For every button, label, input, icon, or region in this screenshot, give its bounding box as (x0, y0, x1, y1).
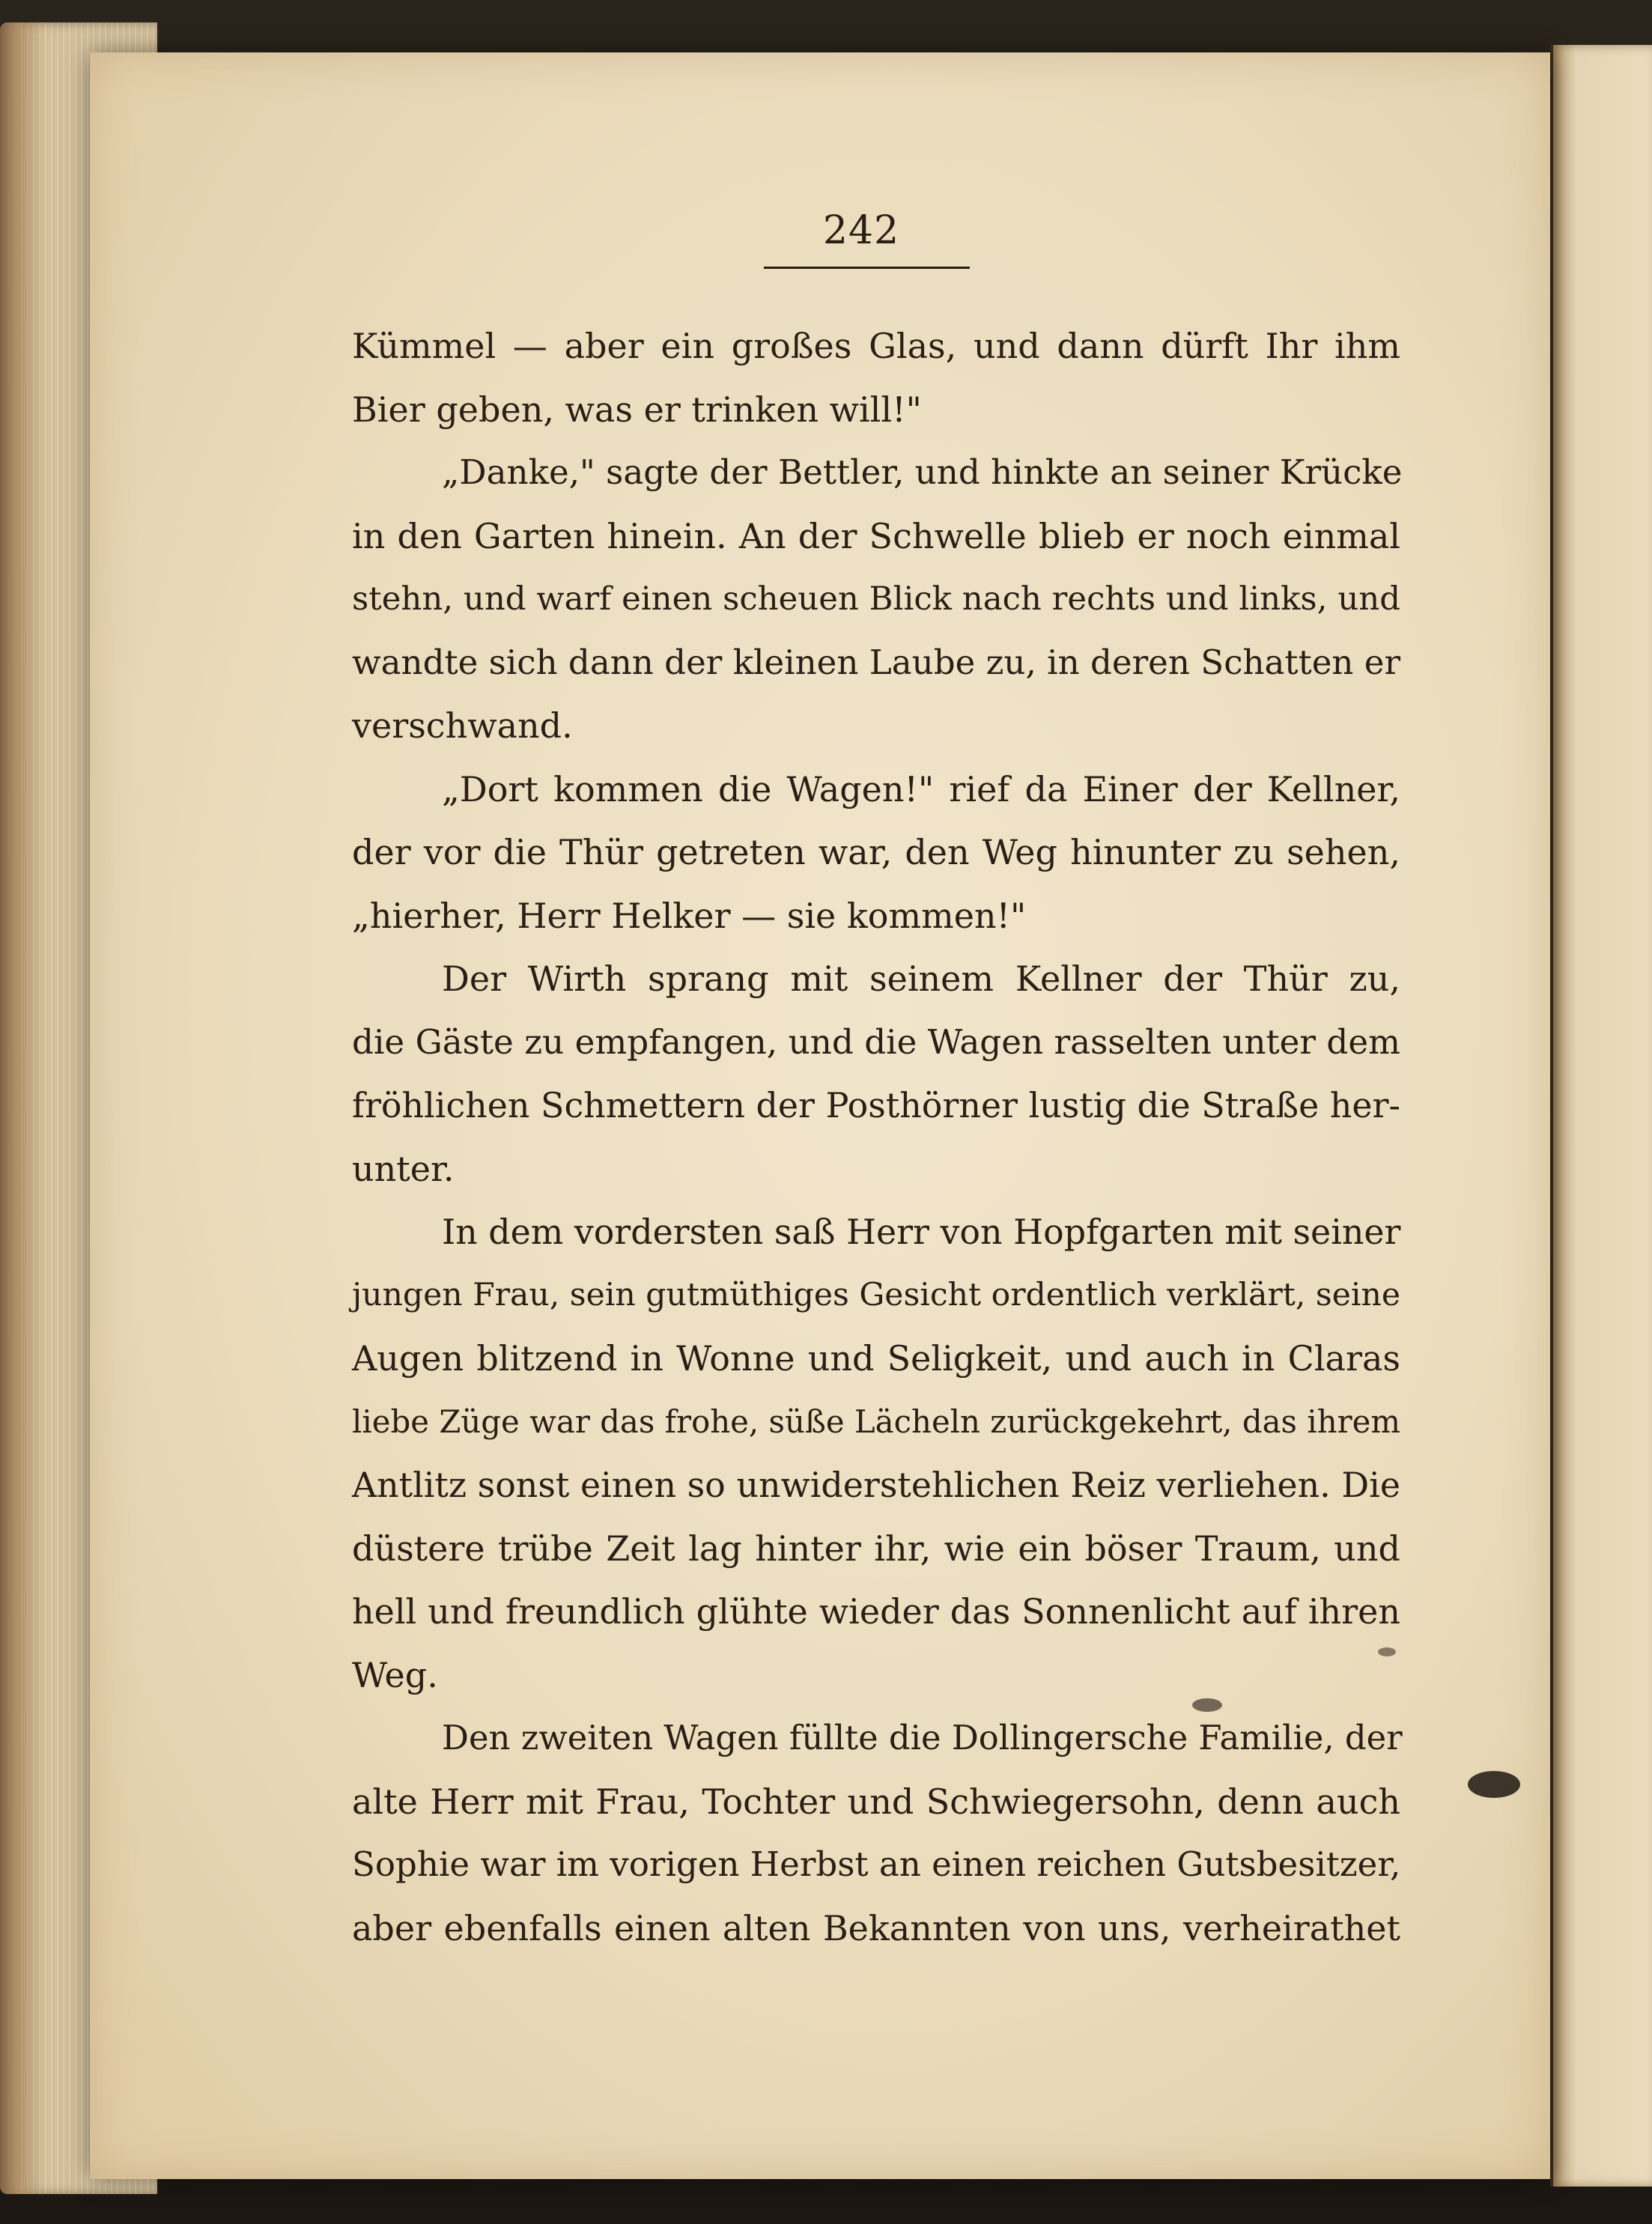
text-line: düstere trübe Zeit lag hinter ihr, wie ein böser Traum, und (352, 1528, 1400, 1569)
body-text (352, 315, 1403, 1960)
paragraph (352, 1707, 1403, 1960)
ink-stain (1468, 1771, 1520, 1798)
text-line: Augen blitzend in Wonne und Seligkeit, und auch in Claras (352, 1338, 1400, 1379)
text-line: fröhlichen Schmettern der Posthörner lustig die Straße her- (352, 1085, 1400, 1125)
text-line: Der Wirth sprang mit seinem Kellner der Thür zu, (442, 958, 1400, 999)
text-line: Kümmel — aber ein großes Glas, und dann dürft Ihr ihm (352, 326, 1400, 366)
text-line: „hierher, Herr Helker — sie kommen!" (352, 895, 1027, 936)
text-line: Sophie war im vorigen Herbst an einen reichen Gutsbesitzer, (352, 1844, 1401, 1884)
text-line: verschwand. (352, 705, 573, 746)
next-page-edge (1550, 45, 1652, 2187)
paragraph (352, 947, 1400, 1200)
text-line: in den Garten hinein. An der Schwelle blieb er noch einmal (352, 515, 1400, 556)
paragraph (352, 315, 1400, 441)
paragraph (352, 441, 1403, 758)
text-line: „Danke," sagte der Bettler, und hinkte an seiner Krücke (442, 452, 1403, 492)
text-line: wandte sich dann der kleinen Laube zu, in deren Schatten er (352, 642, 1401, 682)
text-line: die Gäste zu empfangen, und die Wagen rasselten unter dem (352, 1021, 1400, 1062)
text-line: der vor die Thür getreten war, den Weg hinunter zu sehen, (352, 832, 1400, 872)
paragraph (352, 758, 1400, 948)
paragraph (352, 1200, 1400, 1707)
text-line: unter. (352, 1148, 455, 1189)
text-line: jungen Frau, sein gutmüthiges Gesicht ordentlich verklärt, seine (352, 1276, 1400, 1313)
page-number: 242 (822, 208, 900, 253)
text-line: Weg. (352, 1654, 438, 1695)
text-line: „Dort kommen die Wagen!" rief da Einer der Kellner, (442, 768, 1400, 809)
page-gutter (1550, 45, 1553, 2187)
text-line: Bier geben, was er trinken will!" (352, 389, 922, 430)
text-line: hell und freundlich glühte wieder das Sonnenlicht auf ihren (352, 1591, 1400, 1632)
text-line: Antlitz sonst einen so unwiderstehlichen Reiz verliehen. Die (352, 1465, 1400, 1505)
text-line: stehn, und warf einen scheuen Blick nach rechts und links, und (352, 580, 1400, 618)
text-line: Den zweiten Wagen füllte die Dollingersche Familie, der (442, 1718, 1403, 1757)
text-line: alte Herr mit Frau, Tochter und Schwiegersohn, denn auch (352, 1781, 1400, 1822)
text-line: aber ebenfalls einen alten Bekannten von uns, verheirathet (352, 1907, 1400, 1948)
header-rule (764, 267, 970, 269)
text-line: In dem vordersten saß Herr von Hopfgarten mit seiner (442, 1212, 1401, 1252)
text-line: liebe Züge war das frohe, süße Lächeln zurückgekehrt, das ihrem (352, 1403, 1400, 1440)
